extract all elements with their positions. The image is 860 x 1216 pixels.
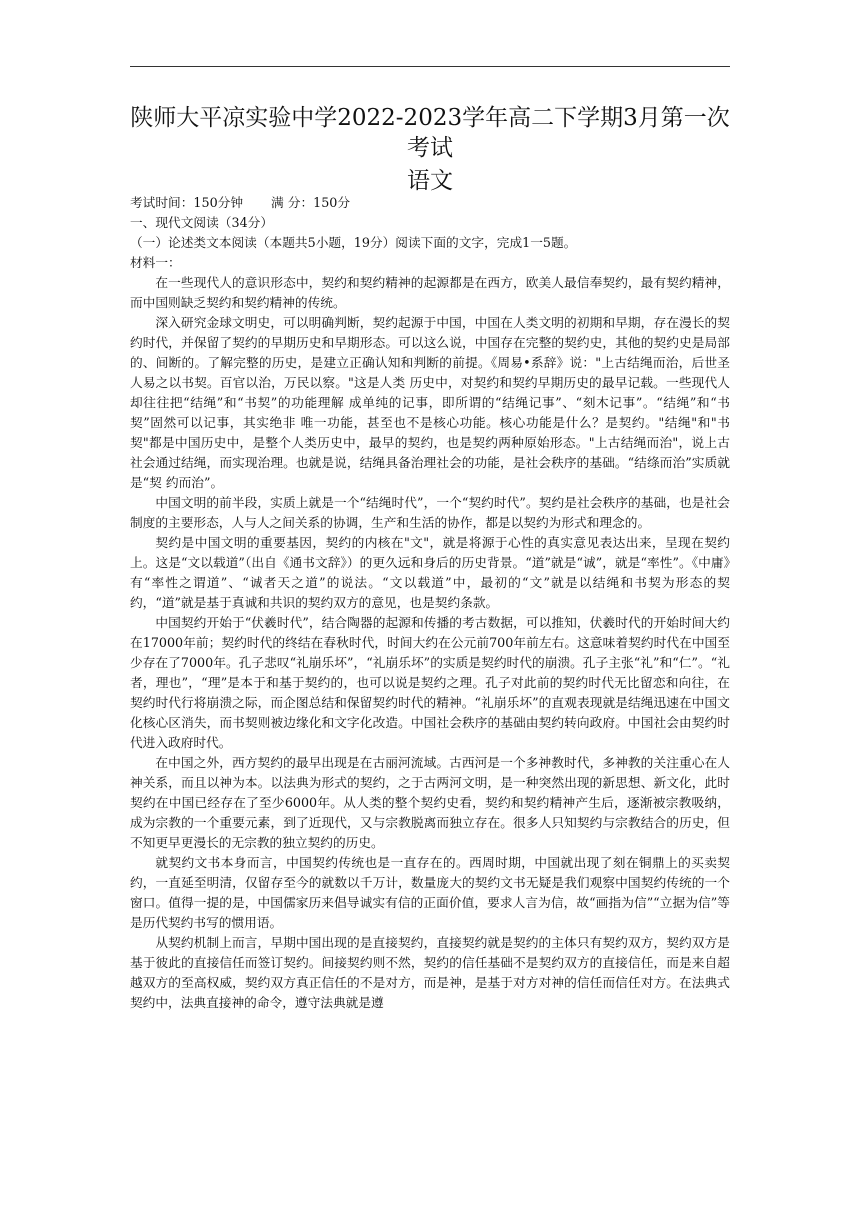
header-rule bbox=[130, 66, 730, 67]
paragraph: 中国文明的前半段，实质上就是一个“结绳时代”，一个“契约时代”。契约是社会秩序的基础，也是社会制度的主要形态，人与人之间关系的协调，生产和生活的协作，都是以契约为形式和理念的。 bbox=[130, 495, 730, 530]
paragraph: 就契约文书本身而言，中国契约传统也是一直存在的。西周时期，中国就出现了刻在铜鼎上的买卖契约，一直延至明清，仅留存至今的就数以千万计，数量庞大的契约文书无疑是我们观察中国契约传统的一个窗口。值得一提的是，中国儒家历来倡导诚实有信的正面价值，要求人言为信，故“画指为信”“立据为信”等是历代契约书写的惯用语。 bbox=[130, 855, 730, 930]
exam-time: 考试时间：150分钟 bbox=[130, 195, 244, 210]
paragraph: 契约是中国文明的重要基因，契约的内核在"文"，就是将源于心性的真实意见表达出来，呈现在契约上。这是“文以载道”（出自《通书文辞》）的更久远和身后的历史背景。“道”就是“诚”，就是“率性”。《中庸》有“率性之谓道”、“诚者天之道”的说法。“文以载道”中，最初的“文”就是以结绳和书契为形态的契约，“道”就是基于真诚和共识的契约双方的意见，也是契约条款。 bbox=[130, 535, 730, 610]
material-label: 材料一： bbox=[130, 255, 181, 270]
document-title: 陕师大平凉实验中学2022-2023学年高二下学期3月第一次考试 bbox=[130, 105, 730, 161]
paragraph: 深入研究金球文明史，可以明确判断，契约起源于中国，中国在人类文明的初期和早期，存在漫长的契约时代，并保留了契约的早期历史和早期形态。可以这么说，中国存在完整的契约史，其他的契约史是局部的、间断的。了解完整的历史，是建立正确认知和判断的前提。《周易•系辞》说："上古结绳而治，后世圣人易之以书契。百官以治，万民以察。"这是人类 历史中，对契约和契约早期历史的最早记载。一些现代人却往往把“结绳”和“书契”的功能理解 成单纯的记事，即所谓的“结绳记事”、“刻木记事”。“结绳”和“书契”固然可以记事，其实绝非 唯一功能，甚至也不是核心功能。核心功能是什么？是契约。"结绳"和"书契"都是中国历史中，是整个人类历史中，最早的契约，也是契约两种原始形态。"上古结绳而治"，说上古社会通过结绳，而实现治理。也就是说，结绳具备治理社会的功能，是社会秩序的基础。“结绦而治”实质就是“契 约而治”。 bbox=[130, 315, 730, 490]
exam-score: 满 分：150分 bbox=[271, 195, 351, 210]
subsection-heading: （一）论述类文本阅读（本题共5小题，19分）阅读下面的文字，完成1一5题。 bbox=[130, 235, 577, 250]
paragraph: 从契约机制上而言，早期中国出现的是直接契约，直接契约就是契约的主体只有契约双方，契约双方是基于彼此的直接信任而签订契约。间接契约则不然，契约的信任基础不是契约双方的直接信任，而是来自超越双方的至高权威，契约双方真正信任的不是对方，而是神，是基于对方对神的信任而信任对方。在法典式契约中，法典直接神的命令，遵守法典就是遵 bbox=[130, 935, 730, 1010]
exam-info bbox=[130, 193, 730, 213]
paragraph: 中国契约开始于“伏羲时代”，结合陶器的起源和传播的考古数据，可以推知，伏羲时代的开始时间大约在17000年前；契约时代的终结在春秋时代，时间大约在公元前700年前左右。这意味着契约时代在中国至少存在了7000年。孔子悲叹“礼崩乐坏”，“礼崩乐坏”的实质是契约时代的崩溃。孔子主张“礼”和“仁”。“礼者，理也”，“理”是本于和基于契约的，也可以说是契约之理。孔子对此前的契约时代无比留恋和向往，在契约时代行将崩溃之际，而企图总结和保留契约时代的精神。“礼崩乐坏”的直观表现就是结绳迅速在中国文化核心区消失，而书契则被边缘化和文字化改造。中国社会秩序的基础由契约转向政府。中国社会由契约时代进入政府时代。 bbox=[130, 615, 730, 750]
section-heading: 一、现代文阅读（34分） bbox=[130, 215, 274, 230]
paragraph: 在一些现代人的意识形态中，契约和契约精神的起源都是在西方，欧美人最信奉契约，最有契约精神，而中国则缺乏契约和契约精神的传统。 bbox=[130, 275, 730, 310]
document-body bbox=[130, 193, 730, 1013]
document-subject: 语文 bbox=[407, 168, 453, 194]
paragraph: 在中国之外，西方契约的最早出现是在古丽河流域。古西河是一个多神教时代，多神教的关注重心在人神关系，而且以神为本。以法典为形式的契约，之于古两河文明，是一种突然出现的新思想、新文化，此时契约在中国已经存在了至少6000年。从人类的整个契约史看，契约和契约精神产生后，逐渐被宗教吸纳，成为宗教的一个重要元素，到了近现代，又与宗教脱离而独立存在。很多人只知契约与宗教结合的历史，但不知更早更漫长的无宗教的独立契约的历史。 bbox=[130, 755, 730, 850]
